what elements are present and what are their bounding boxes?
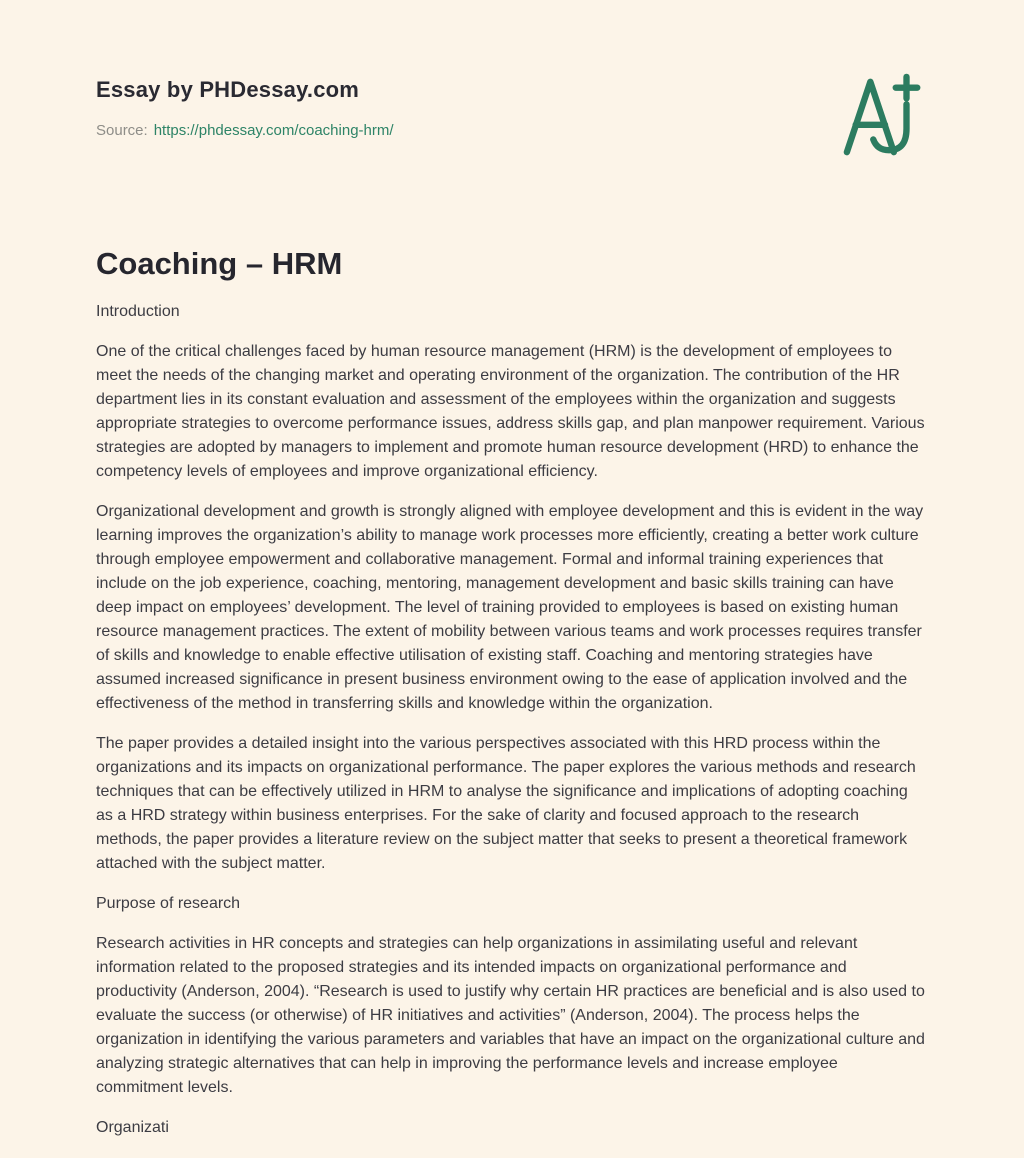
paragraph: The paper provides a detailed insight into the various perspectives associated with this HRD process within the organizations and its impacts on organizational performance. The paper explores the various methods and research techniques that can be effectively utilized in HRM to analyse the significance and implications of adopting coaching as a HRD strategy within business enterprises. For the sake of clarity and focused approach to the research methods, the paper provides a literature review on the subject matter that seeks to present a theoretical framework attached with the subject matter. bbox=[96, 735, 916, 872]
source-link[interactable]: https://phdessay.com/coaching-hrm/ bbox=[153, 122, 394, 139]
section-heading-truncated: Organizati bbox=[96, 1119, 169, 1136]
header-text-block bbox=[96, 76, 394, 141]
essay-title: Coaching – HRM bbox=[96, 246, 343, 281]
essay-body bbox=[96, 244, 928, 1140]
page-header bbox=[96, 76, 928, 165]
source-line bbox=[96, 121, 394, 141]
source-label: Source: bbox=[96, 122, 148, 139]
paragraph: Organizational development and growth is strongly aligned with employee development and this is evident in the way learning improves the organization’s ability to manage work processes more efficiently, creating a better work culture through employee empowerment and collaborative management. Formal and informal training experiences that include on the job experience, coaching, mentoring, management development and basic skills training can have deep impact on employees’ development. The level of training provided to employees is based on existing human resource management practices. The extent of mobility between various teams and work processes requires transfer of skills and knowledge to enable effective utilisation of existing staff. Coaching and mentoring strategies have assumed increased significance in present business environment owing to the ease of application involved and the effectiveness of the method in transferring skills and knowledge within the organization. bbox=[96, 503, 924, 712]
section-heading-introduction: Introduction bbox=[96, 303, 180, 320]
paragraph: One of the critical challenges faced by human resource management (HRM) is the development of employees to meet the needs of the changing market and operating environment of the organization. The contribution of the HR department lies in its constant evaluation and assessment of the employees within the organization and suggests appropriate strategies to overcome performance issues, address skills gap, and plan manpower requirement. Various strategies are adopted by managers to implement and promote human resource development (HRD) to enhance the competency levels of employees and improve organizational efficiency. bbox=[96, 343, 925, 480]
paragraph: Research activities in HR concepts and strategies can help organizations in assimilating useful and relevant information related to the proposed strategies and its intended impacts on organizational performance and productivity (Anderson, 2004). “Research is used to justify why certain HR practices are beneficial and is also used to evaluate the success (or otherwise) of HR initiatives and activities” (Anderson, 2004). The process helps the organization in identifying the various parameters and variables that have an impact on the organizational culture and analyzing strategic alternatives that can help in improving the performance levels and increase employee commitment levels. bbox=[96, 935, 925, 1096]
section-heading-purpose-of-research: Purpose of research bbox=[96, 895, 241, 912]
phdessay-logo-icon bbox=[842, 72, 928, 165]
byline: Essay by PHDessay.com bbox=[96, 77, 360, 102]
